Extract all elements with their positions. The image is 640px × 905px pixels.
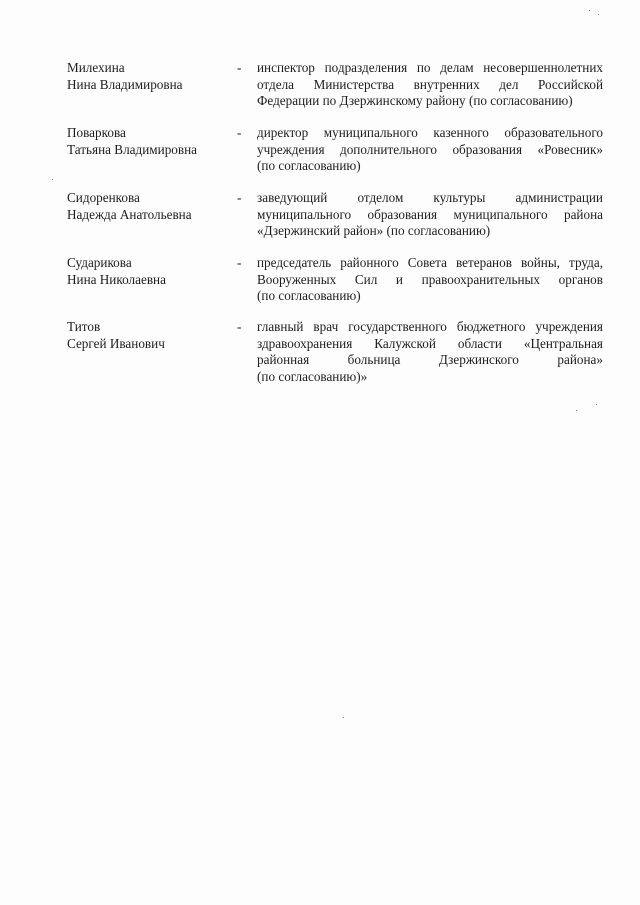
member-position — [257, 255, 603, 305]
position-line: (по согласованию)» — [257, 368, 368, 384]
member-position — [257, 125, 603, 175]
position-line: инспектор подразделения по делам несовершеннолетних — [257, 60, 603, 75]
scan-speck — [52, 179, 53, 180]
member-position — [257, 60, 603, 110]
dash-separator: - — [237, 255, 242, 270]
position-line: муниципального образования муниципального района — [257, 206, 603, 222]
scan-speck — [576, 410, 577, 411]
position-line: отдела Министерства внутренних дел Российской — [257, 76, 603, 92]
member-name: Сударикова Нина Николаевна — [67, 255, 166, 287]
scan-speck — [343, 717, 344, 718]
position-line: главный врач государственного бюджетного учреждения — [257, 319, 603, 334]
dash-separator: - — [237, 319, 242, 334]
member-name: Милехина Нина Владимировна — [67, 60, 183, 92]
position-line: (по согласованию) — [257, 288, 361, 303]
member-name: Титов Сергей Иванович — [67, 319, 165, 351]
position-line: районная больница Дзержинского района» — [257, 352, 603, 367]
scan-speck — [589, 10, 590, 11]
position-line: учреждения дополнительного образования «Ровесник» — [257, 141, 603, 157]
dash-separator: - — [237, 190, 242, 205]
member-name: Сидоренкова Надежда Анатольевна — [67, 190, 192, 222]
member-position — [257, 190, 603, 240]
position-line: Вооруженных Сил и правоохранительных органов — [257, 271, 603, 287]
position-line: здравоохранения Калужской области «Центральная — [257, 335, 603, 351]
member-name: Поваркова Татьяна Владимировна — [67, 125, 198, 157]
scan-speck — [596, 404, 597, 405]
scan-speck — [598, 14, 599, 15]
member-position — [257, 319, 603, 385]
position-line: (по согласованию) — [257, 158, 361, 173]
position-line: председатель районного Совета ветеранов войны, труда, — [257, 255, 603, 270]
position-line: заведующий отделом культуры администрации — [257, 190, 603, 205]
position-line: «Дзержинский район» (по согласованию) — [257, 223, 491, 238]
position-line: директор муниципального казенного образовательного — [257, 125, 603, 140]
dash-separator: - — [237, 125, 242, 140]
dash-separator: - — [237, 60, 242, 75]
position-line: Федерации по Дзержинскому району (по согласованию) — [257, 93, 573, 108]
